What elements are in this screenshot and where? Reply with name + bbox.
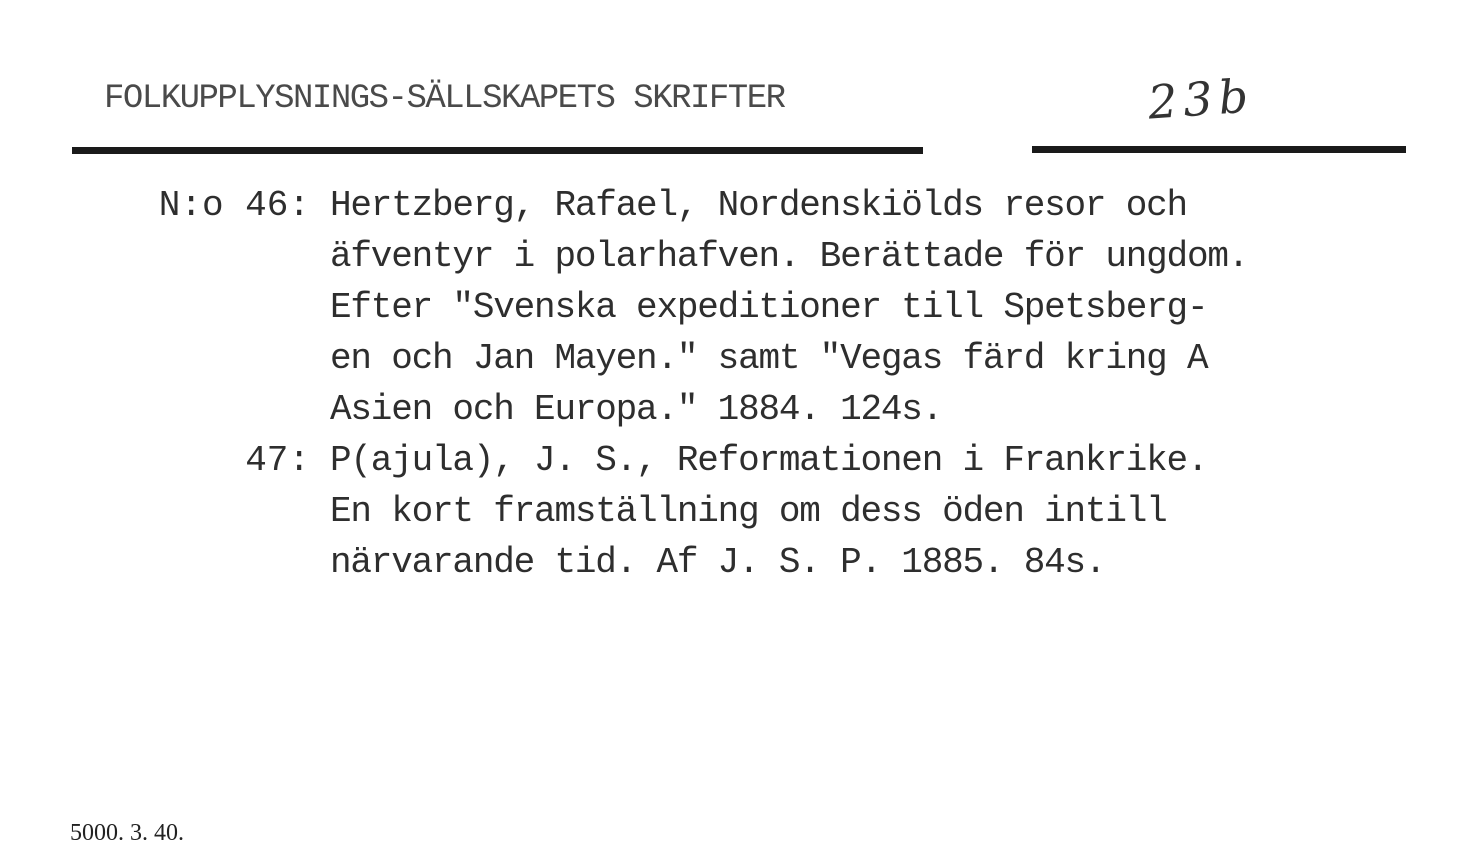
entry-line: äfventyr i polarhafven. Berättade för ungdom. [330, 236, 1249, 277]
entry-line: Asien och Europa." 1884. 124s. [330, 389, 943, 430]
entries-list [0, 180, 1476, 588]
series-title: FOLKUPPLYSNINGS-SÄLLSKAPETS SKRIFTER [104, 80, 785, 118]
entry-text [330, 180, 1450, 435]
entry-line: närvarande tid. Af J. S. P. 1885. 84s. [330, 542, 1106, 583]
header-rule-left [72, 147, 923, 154]
entry-line: en och Jan Mayen." samt "Vegas färd kring A [330, 338, 1208, 379]
entry-line: P(ajula), J. S., Reformationen i Frankrike. [330, 440, 1208, 481]
entry-number: N:o 46: [158, 185, 310, 226]
entry-46 [0, 180, 1476, 435]
handwritten-shelf-mark: 23b [1146, 68, 1256, 130]
entry-line: Efter "Svenska expeditioner till Spetsberg- [330, 287, 1208, 328]
entry-line: En kort framställning om dess öden intill [330, 491, 1167, 532]
entry-text [330, 435, 1450, 588]
entry-number: 47: [245, 440, 310, 481]
entry-47 [0, 435, 1476, 588]
entry-line: Hertzberg, Rafael, Nordenskiölds resor och [330, 185, 1187, 226]
print-code: 5000. 3. 40. [70, 820, 184, 846]
header-rule-right [1032, 146, 1406, 153]
